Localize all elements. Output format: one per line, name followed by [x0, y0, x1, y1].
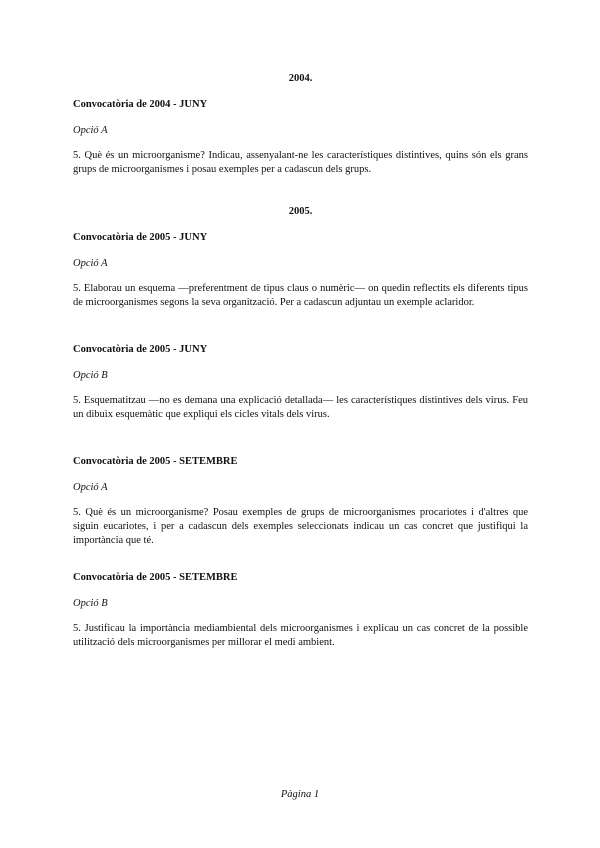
option-label: Opció A: [73, 258, 108, 269]
convocatoria-heading: Convocatòria de 2005 - SETEMBRE: [73, 572, 238, 583]
year-heading-2005: 2005.: [288, 206, 313, 217]
option-label: Opció A: [73, 125, 108, 136]
option-label: Opció B: [73, 598, 108, 609]
convocatoria-heading: Convocatòria de 2005 - JUNY: [73, 232, 208, 243]
question-text: 5. Esquematitzau —no es demana una explicació detallada— les característiques distintives dels virus. Feu un dibuix esquemàtic que expliqui els cicles vitals dels virus.: [73, 395, 528, 420]
question-text: 5. Elaborau un esquema —preferentment de tipus claus o numèric— on quedin reflectits els diferents tipus de microorganismes segons la seva organització. Per a cadascun adjuntau un exemple aclaridor.: [73, 283, 528, 308]
question-text: 5. Què és un microorganisme? Indicau, assenyalant-ne les característiques distintives, quins són els grans grups de microorganismes i posau exemples per a cadascun dels grups.: [73, 150, 528, 175]
question-text: 5. Justificau la importància mediambiental dels microorganismes i explicau un cas concret de la possible utilització dels microorganismes per millorar el medi ambient.: [73, 623, 528, 648]
option-label: Opció B: [73, 370, 108, 381]
convocatoria-heading: Convocatòria de 2004 - JUNY: [73, 99, 208, 110]
option-label: Opció A: [73, 482, 108, 493]
page-number: Pàgina 1: [280, 789, 320, 800]
document-body: [73, 72, 528, 650]
convocatoria-heading: Convocatòria de 2005 - SETEMBRE: [73, 456, 238, 467]
year-heading-2004: 2004.: [288, 73, 313, 84]
question-text: 5. Què és un microorganisme? Posau exemples de grups de microorganismes procariotes i d'altres que siguin eucariotes, i per a cadascun dels exemples seleccionats indicau un cas concret que justifiqui la importància que té.: [73, 507, 528, 546]
convocatoria-heading: Convocatòria de 2005 - JUNY: [73, 344, 208, 355]
